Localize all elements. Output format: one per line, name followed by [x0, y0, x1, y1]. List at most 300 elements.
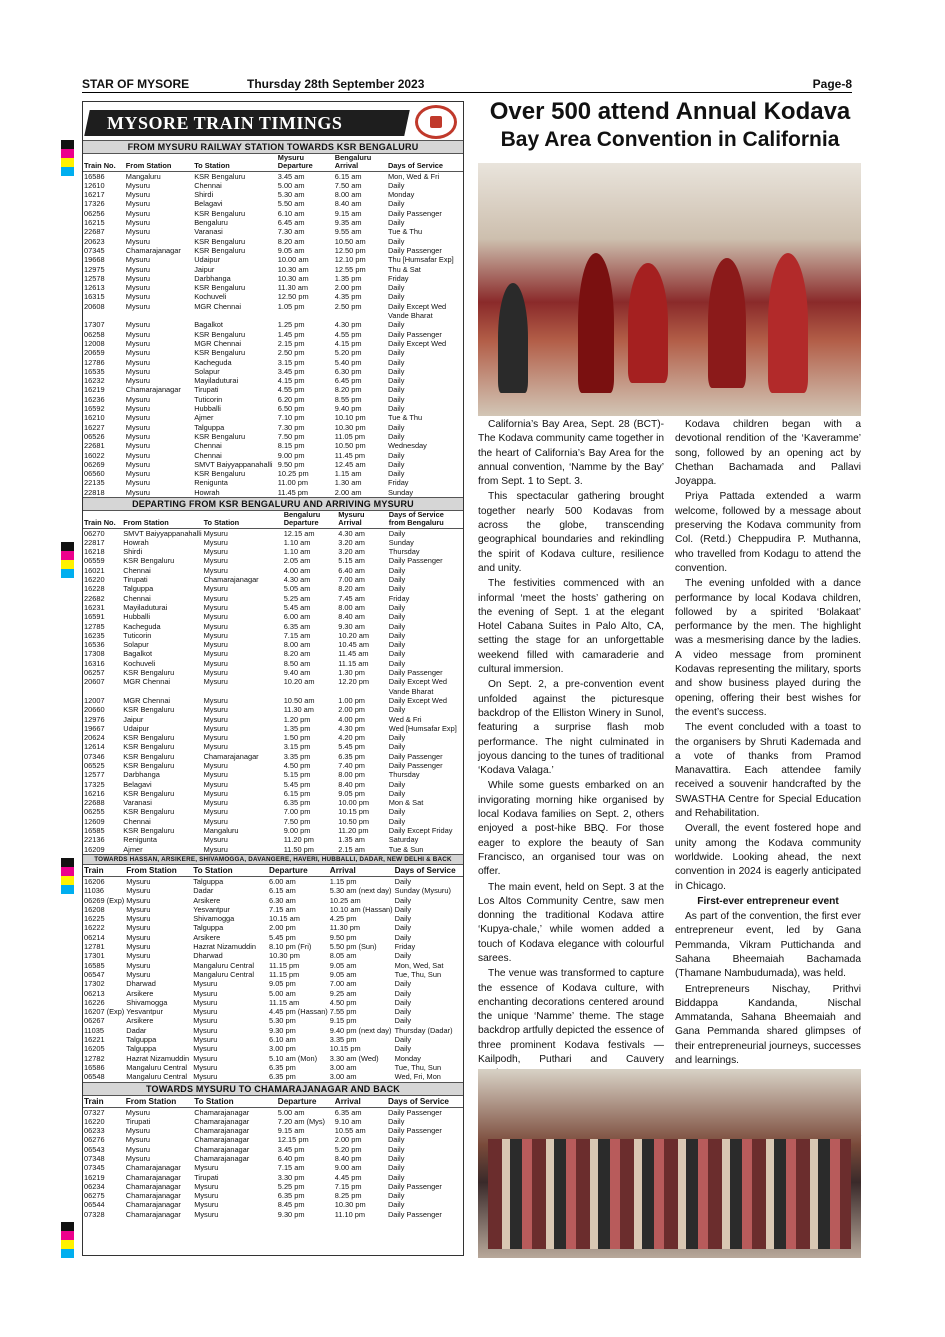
table-cell: KSR Bengaluru [123, 788, 175, 798]
table-cell: KSR Bengaluru [123, 556, 175, 566]
table-cell: 1.30 am [334, 478, 362, 488]
table-row [83, 1063, 463, 1072]
table-cell: Mysuru [203, 807, 228, 817]
table-cell: Mysuru [125, 283, 151, 293]
table-cell: 2.00 pm [334, 283, 362, 293]
table-cell: Friday [387, 478, 409, 488]
table-cell: Daily [387, 1144, 405, 1154]
timings-title: MYSORE TRAIN TIMINGS [107, 113, 343, 133]
table-cell: Mysuru [125, 459, 151, 469]
table-cell: KSR Bengaluru [123, 733, 175, 743]
table-cell: 12.50 pm [334, 245, 366, 255]
table-cell: 06213 [84, 988, 105, 998]
table-cell: Daily [388, 640, 406, 650]
table-cell: 8.05 am [329, 951, 357, 961]
table-row [83, 659, 463, 668]
table-cell: Mon, Wed, Sat [394, 960, 444, 970]
table-cell: Mon & Sat [388, 798, 424, 808]
table-cell: Mysuru [125, 208, 151, 218]
table-row [83, 330, 463, 339]
table-cell: 12007 [84, 695, 105, 705]
table-cell: 7.00 pm [283, 807, 311, 817]
table-cell: 8.00 pm [338, 770, 365, 780]
table-cell: 6.40 am [338, 565, 365, 575]
table-cell: Mysuru [125, 301, 151, 311]
table-cell: 10.15 pm [329, 1044, 361, 1054]
table-cell: Mysuru [203, 788, 228, 798]
table-cell: Daily [388, 528, 406, 538]
table-cell: 9.30 pm [269, 1025, 296, 1035]
table-cell: Chamarajanagar [194, 1126, 250, 1136]
table-cell: Jaipur [123, 714, 144, 724]
table-cell: 06258 [84, 329, 105, 339]
table-cell: 20608 [84, 301, 105, 311]
table-cell: 7.50 am [334, 180, 362, 190]
table-cell: 12609 [84, 816, 105, 826]
table-cell: 12613 [84, 283, 105, 293]
table-row [83, 807, 463, 816]
table-cell: KSR Bengaluru [194, 245, 246, 255]
table-cell: Mysuru [203, 556, 228, 566]
table-cell: Daily [394, 997, 412, 1007]
table-cell: Mysuru [193, 1016, 218, 1026]
table-cell: 16231 [84, 602, 105, 612]
table-cell: Tue, Thu, Sun [394, 969, 442, 979]
article-paragraph: Kodava children began with a devotional rendition of the ‘Kaveramme’ song, followed by an opening act by Chethan Bachamada and Pallavi Joyappa. [675, 419, 861, 488]
table-cell: Chamarajanagar [125, 1172, 181, 1182]
table-cell: Mysuru [126, 914, 151, 924]
table-row [83, 1163, 463, 1172]
table-cell: 4.35 pm [334, 292, 362, 302]
table-row [83, 556, 463, 565]
table-cell: 20660 [84, 705, 105, 715]
table-cell: 06559 [84, 556, 105, 566]
table-cell: 11.30 am [277, 283, 309, 293]
column-header: Mysuru Arrival [337, 511, 388, 528]
table-cell: KSR Bengaluru [194, 348, 246, 358]
table-row [83, 339, 463, 348]
table-cell: 9.40 am [283, 668, 311, 678]
table-cell: Mysuru [193, 988, 218, 998]
table-cell: Chennai [194, 450, 222, 460]
table-row [83, 255, 463, 264]
table-cell: 06267 [84, 1016, 105, 1026]
table-cell: 06270 [84, 528, 105, 538]
table-row [83, 451, 463, 460]
table-cell: Chamarajanagar [125, 1163, 181, 1173]
table-cell: 3.35 pm [283, 751, 311, 761]
table-cell: 7.00 am [329, 979, 357, 989]
table-cell: 5.25 am [283, 593, 311, 603]
table-cell: Sunday [387, 487, 414, 497]
table-cell: Arsikere [193, 932, 221, 942]
table-row [83, 668, 463, 677]
table-cell: 16222 [84, 923, 105, 933]
table-cell: Chamarajanagar [125, 1181, 181, 1191]
table-cell: 19667 [84, 723, 105, 733]
table-cell: 4.20 pm [338, 733, 365, 743]
table-cell: 22682 [84, 593, 105, 603]
article-paragraph: Entrepreneurs Nischay, Prithvi Biddappa Kandanda, Nischal Ammatanda, Sahana Bheemaiah and Gana Pemmanda shared glimpses of their entrepreneurial journeys, successes and learnings. [675, 983, 861, 1067]
table-cell: Mysuru [194, 1200, 219, 1210]
table-cell: 7.45 am [338, 593, 365, 603]
table-cell: Tirupati [194, 385, 219, 395]
table-row [83, 547, 463, 556]
column-header: Mysuru Departure [277, 154, 334, 171]
train-timings-panel [82, 101, 464, 1256]
table-row [83, 395, 463, 404]
section-heading: TOWARDS MYSURU TO CHAMARAJANAGAR AND BACK [83, 1082, 463, 1096]
table-cell: 4.50 pm [283, 761, 311, 770]
table-cell: 16217 [84, 190, 105, 200]
table-cell: Daily [387, 366, 405, 376]
table-cell: 6.35 pm [269, 1072, 296, 1082]
table-cell: Friday [387, 273, 409, 283]
table-cell: Daily [388, 602, 406, 612]
article-paragraph: California’s Bay Area, Sept. 28 (BCT)- The Kodava community came together in the heart of California’s Bay Area for the annual convention, ‘Namme by the Bay’ from Sept. 1 to Sept. 3. [478, 419, 664, 488]
table-cell: 5.00 am [277, 180, 305, 190]
table-cell: 5.40 pm [334, 357, 362, 367]
table-cell: 5.15 pm [283, 770, 311, 780]
table-cell: Mysuru [125, 227, 151, 237]
table-cell: 12610 [84, 180, 105, 190]
table-row [83, 358, 463, 367]
table-cell: 16021 [84, 565, 105, 575]
table-cell: 1.20 pm [283, 714, 311, 724]
article-paragraph: Overall, the event fostered hope and unity among the Kodava community worldwide. Looking ahead, the next convention in 2024 is eagerly anticipated in Chicago. [675, 823, 861, 892]
table-cell: Mysuru [125, 190, 151, 200]
table-cell: 9.50 pm [277, 459, 305, 469]
table-cell: Chamarajanagar [194, 1116, 250, 1126]
table-cell: Dadar [193, 886, 214, 896]
table-cell: 7.15 am [269, 904, 296, 914]
table-cell: 5.30 am (next day) [329, 886, 392, 896]
table-cell: 11.15 am [269, 997, 300, 1007]
table-cell: 16210 [84, 413, 105, 423]
color-register-strip [61, 542, 74, 578]
table-cell [334, 311, 387, 320]
table-cell: MGR Chennai [123, 695, 171, 705]
table-cell: 9.00 am [334, 1163, 362, 1173]
color-register-strip [61, 1222, 74, 1258]
table-cell: Chennai [194, 180, 222, 190]
table-cell: 10.50 pm [338, 816, 370, 826]
table-cell: 5.45 pm [283, 779, 311, 789]
table-cell: Kacheguda [123, 621, 161, 631]
table-cell: MGR Chennai [194, 338, 242, 348]
table-cell: 7.00 am [338, 575, 365, 585]
table-cell: Chamarajanagar [125, 1191, 181, 1201]
table-cell: 6.10 am [277, 208, 305, 218]
table-row [83, 742, 463, 751]
column-header: Train [83, 865, 125, 877]
table-cell: Mon, Wed & Fri [387, 171, 440, 181]
table-cell: Mysuru [203, 584, 228, 594]
table-cell: 22136 [84, 835, 105, 845]
table-row [83, 696, 463, 705]
table-cell: 6.15 am [334, 171, 362, 181]
table-cell: 5.50 am [277, 199, 305, 209]
table-cell: 06526 [84, 431, 105, 441]
table-cell: Daily [388, 788, 406, 798]
column-header: Train No. [83, 511, 122, 528]
table-cell: 3.00 am [329, 1072, 357, 1082]
table-cell [193, 311, 277, 320]
table-cell: 07345 [84, 245, 105, 255]
table-cell: Mysuru [203, 798, 228, 808]
table-cell: Daily Passenger [387, 1209, 442, 1219]
table-cell: Shirdi [194, 190, 214, 200]
table-cell: 10.30 pm [269, 951, 300, 961]
table-cell: 9.00 pm [277, 450, 305, 460]
table-cell: Daily [394, 895, 412, 905]
table-row [83, 622, 463, 631]
table-cell: 1.35 pm [283, 723, 311, 733]
table-cell: Mysuru [125, 394, 151, 404]
table-row [83, 970, 463, 979]
table-cell: 10.00 am [277, 255, 309, 265]
table-cell: Chamarajanagar [125, 1200, 181, 1210]
table-row [83, 705, 463, 714]
table-cell: 11.50 pm [283, 844, 314, 854]
table-cell: 6.45 am [277, 218, 305, 228]
table-cell: 12008 [84, 338, 105, 348]
timetable-chamarajanagar [83, 1096, 463, 1220]
table-cell: KSR Bengaluru [123, 668, 175, 678]
table-cell: Mangaluru Central [193, 969, 254, 979]
table-cell: Daily [394, 914, 412, 924]
table-cell: Mysuru [125, 329, 151, 339]
table-cell: 17301 [84, 951, 105, 961]
table-cell: 16586 [84, 171, 105, 181]
table-cell: 6.45 pm [334, 376, 362, 386]
table-row [83, 1044, 463, 1053]
table-row [83, 752, 463, 761]
table-row [83, 1191, 463, 1200]
table-cell: 10.20 am [283, 677, 315, 687]
table-cell [83, 687, 122, 696]
table-cell: 6.35 pm [338, 751, 365, 761]
table-cell: 16228 [84, 584, 105, 594]
table-row [83, 1026, 463, 1035]
table-cell: 17326 [84, 199, 105, 209]
table-cell: 3.45 pm [277, 1144, 305, 1154]
table-row [83, 376, 463, 385]
table-cell: MGR Chennai [123, 677, 171, 687]
table-cell: Mysuru [203, 770, 228, 780]
table-row [83, 998, 463, 1007]
table-cell: 22687 [84, 227, 105, 237]
table-cell: 9.05 pm [269, 979, 296, 989]
table-row [83, 594, 463, 603]
table-cell: 12614 [84, 742, 105, 752]
table-cell: KSR Bengaluru [194, 469, 246, 479]
article-paragraph: The venue was transformed to capture the essence of Kodava culture, with enchanting decorations centered around the unique ‘Namme’ theme. The stage backdrop artfully depicted the essence of three prominent Kodava festivals — Kailpodh, Puthari and Cauvery [478, 968, 664, 1066]
table-cell: 12786 [84, 357, 105, 367]
table-cell: Daily [394, 876, 412, 886]
table-row [83, 677, 463, 686]
table-cell: 4.00 am [283, 565, 311, 575]
table-row [83, 1117, 463, 1126]
table-cell: 3.20 am [338, 537, 365, 547]
table-cell: Mysuru [125, 180, 151, 190]
table-cell: Daily [394, 988, 412, 998]
table-cell: Daily [388, 705, 406, 715]
table-cell: 6.30 am [269, 895, 296, 905]
table-cell: 06255 [84, 807, 105, 817]
table-cell: 10.50 pm [334, 441, 366, 451]
table-cell: 2.00 pm [269, 923, 296, 933]
table-cell: 22681 [84, 441, 105, 451]
table-cell: KSR Bengaluru [194, 329, 246, 339]
table-cell: Mysuru [125, 348, 151, 358]
column-header: Days of Service [387, 154, 463, 171]
table-cell: 12976 [84, 714, 105, 724]
table-cell: Talguppa [194, 422, 225, 432]
table-cell: Mysuru [126, 895, 151, 905]
table-cell: Mysuru [126, 886, 151, 896]
paper-name: STAR OF MYSORE [82, 77, 190, 91]
table-cell: Daily [387, 450, 405, 460]
table-cell: Hazrat Nizamuddin [126, 1053, 190, 1063]
table-cell: 6.10 am [269, 1035, 296, 1045]
table-cell: Arsikere [193, 895, 221, 905]
table-cell: Dharwad [126, 979, 156, 989]
table-row [83, 914, 463, 923]
table-cell: 06560 [84, 469, 105, 479]
table-cell: 8.55 pm [334, 394, 362, 404]
table-cell: 5.50 pm (Sun) [329, 942, 377, 952]
table-cell: Mysuru [203, 547, 228, 557]
table-row [83, 933, 463, 942]
table-cell: 16315 [84, 292, 105, 302]
table-row [83, 584, 463, 593]
table-cell: 7.50 pm [283, 816, 311, 826]
table-cell: Tirupati [123, 575, 148, 585]
table-cell: KSR Bengaluru [194, 236, 246, 246]
table-cell: Mysuru [203, 723, 228, 733]
table-cell: 16592 [84, 404, 105, 414]
table-row [83, 1173, 463, 1182]
table-cell: Solapur [123, 640, 149, 650]
table-cell: 6.40 pm [277, 1153, 305, 1163]
table-cell: Mysuru [193, 1062, 218, 1072]
table-cell: 4.55 pm [334, 329, 362, 339]
table-cell: Friday [388, 593, 410, 603]
table-cell: Vande Bharat [388, 686, 434, 696]
table-cell: 9.15 pm [329, 1016, 357, 1026]
table-cell: 12.45 am [334, 459, 366, 469]
table-cell: 11.15 pm [269, 960, 300, 970]
table-cell: Mysuru [203, 593, 228, 603]
table-cell: 06547 [84, 969, 105, 979]
table-cell: Mysuru [193, 1053, 218, 1063]
table-cell: Chennai [123, 565, 151, 575]
table-cell: Belagavi [123, 779, 152, 789]
table-cell: Mysuru [203, 621, 228, 631]
table-cell: 16207 (Exp) [84, 1007, 125, 1017]
table-cell: 5.25 pm [277, 1181, 305, 1191]
table-cell: 2.05 am [283, 556, 311, 566]
column-header: To Station [193, 154, 277, 171]
table-cell: 9.30 am [338, 621, 365, 631]
table-cell: Mangaluru Central [126, 1062, 188, 1072]
table-cell: Daily [387, 348, 405, 358]
table-cell: 16209 [84, 844, 105, 854]
table-cell: 22688 [84, 798, 105, 808]
table-cell: Saturday [388, 835, 419, 845]
table-cell: 7.40 pm [338, 761, 365, 770]
table-row [83, 1126, 463, 1135]
table-cell: 4.55 pm [277, 385, 305, 395]
table-cell: Daily [387, 292, 405, 302]
table-cell: Daily Except Wed [388, 695, 447, 705]
table-cell: Tuticorin [123, 630, 152, 640]
table-cell: Thursday (Dadar) [394, 1025, 453, 1035]
table-cell: Darbhanga [194, 273, 231, 283]
table-cell: 7.15 am [283, 630, 311, 640]
table-cell: Daily Passenger [388, 556, 443, 566]
table-row [83, 218, 463, 227]
table-cell [203, 687, 283, 696]
table-cell: Daily Passenger [387, 329, 442, 339]
table-row [83, 575, 463, 584]
table-cell: SMVT Baiyyappanahalli [123, 528, 202, 538]
table-cell: Dadar [126, 1025, 147, 1035]
table-cell [277, 311, 334, 320]
table-cell: Mysuru [126, 876, 151, 886]
table-cell: Bengaluru [194, 218, 228, 228]
table-cell: Mysuru [193, 1044, 218, 1054]
article-headline [478, 98, 862, 154]
table-cell: 06269 [84, 459, 105, 469]
table-cell: Mysuru [203, 528, 228, 538]
table-cell: Tue, Thu, Sun [394, 1062, 442, 1072]
table-cell [122, 687, 202, 696]
table-cell: Mysuru [125, 1144, 151, 1154]
table-cell: Mysuru [125, 236, 151, 246]
table-cell: Tue & Sun [388, 844, 424, 854]
table-cell: 5.05 am [283, 584, 311, 594]
table-row [83, 876, 463, 886]
table-cell: Chamarajanagar [203, 575, 259, 585]
table-row [83, 423, 463, 432]
table-cell: 8.25 pm [334, 1191, 362, 1201]
table-cell: Solapur [194, 366, 220, 376]
table-cell: 4.45 pm [334, 1172, 362, 1182]
table-cell: Mysuru [126, 923, 151, 933]
table-cell: 12.15 pm [277, 1135, 309, 1145]
table-cell: 11035 [84, 1025, 105, 1035]
table-cell: Mysuru [193, 1072, 218, 1082]
table-cell: 06525 [84, 761, 105, 770]
table-cell: 5.30 am [277, 190, 305, 200]
table-cell: Mysuru [125, 357, 151, 367]
table-cell: 06544 [84, 1200, 105, 1210]
column-header: From Station [122, 511, 202, 528]
table-cell: Yesvantpur [126, 1007, 163, 1017]
table-cell: Mysuru [125, 413, 151, 423]
table-cell: Kochuveli [194, 292, 227, 302]
table-cell: Daily [388, 630, 406, 640]
table-cell: Daily [387, 1191, 405, 1201]
table-cell: Mysuru [203, 640, 228, 650]
table-cell: Daily Passenger [388, 761, 443, 770]
table-cell: Monday [394, 1053, 421, 1063]
group-photo [478, 1069, 861, 1258]
table-cell: Daily [388, 612, 406, 622]
table-cell: Chennai [194, 441, 222, 451]
